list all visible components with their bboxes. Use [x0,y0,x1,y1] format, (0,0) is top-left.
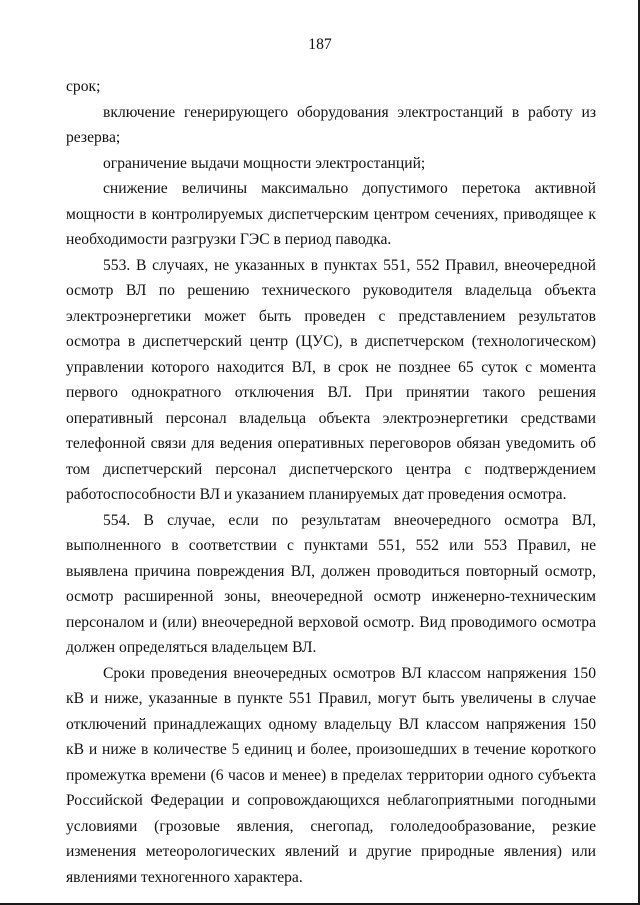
page-number: 187 [308,36,332,53]
paragraph: срок; [66,78,101,95]
document-body [66,74,596,890]
paragraph: снижение величины максимально допустимого перетока активной мощности в контролируемых диспетчерским центром сечениях, приводящее к необходимости разгрузки ГЭС в период паводка. [66,180,596,248]
paragraph-553: 553. В случаях, не указанных в пунктах 551, 552 Правил, внеочередной осмотр ВЛ по решению технического руководителя владельца объекта электроэнергетики может быть проведен с представлением результатов осмотра в диспетчерский центр (ЦУС), в диспетчерском (технологическом) управлении которого находится ВЛ, в срок не позднее 65 суток с момента первого однократного отключения ВЛ. При принятии такого решения оперативный персонал владельца объекта электроэнергетики средствами телефонной связи для ведения оперативных переговоров обязан уведомить об том диспетчерский персонал диспетчерского центра с подтверждением работоспособности ВЛ и указанием планируемых дат проведения осмотра. [66,256,596,503]
paragraph: ограничение выдачи мощности электростанций; [103,154,426,172]
paragraph: включение генерирующего оборудования электростанций в работу из резерва; [66,103,596,146]
paragraph-554: 554. В случае, если по результатам внеочередного осмотра ВЛ, выполненного в соответствии с пунктами 551, 552 или 553 Правил, не выявлена причина повреждения ВЛ, должен проводиться повторный осмотр, осмотр расширенной зоны, внеочередной осмотр инженерно-техническим персоналом и (или) внеочередной верховой осмотр. Вид проводимого осмотра должен определяться владельцем ВЛ. [66,511,596,656]
paragraph: Сроки проведения внеочередных осмотров ВЛ классом напряжения 150 кВ и ниже, указанные в пункте 551 Правил, могут быть увеличены в случае отключений принадлежащих одному владельцу ВЛ классом напряжения 150 кВ и ниже в количестве 5 единиц и более, произошедших в течение короткого промежутка времени (6 часов и менее) в пределах территории одного субъекта Российской Федерации и сопровождающихся неблагоприятными погодными условиями (грозовые явления, снегопад, гололедообразование, резкие изменения метеорологических явлений и другие природные явления) или явлениями техногенного характера. [66,664,596,886]
